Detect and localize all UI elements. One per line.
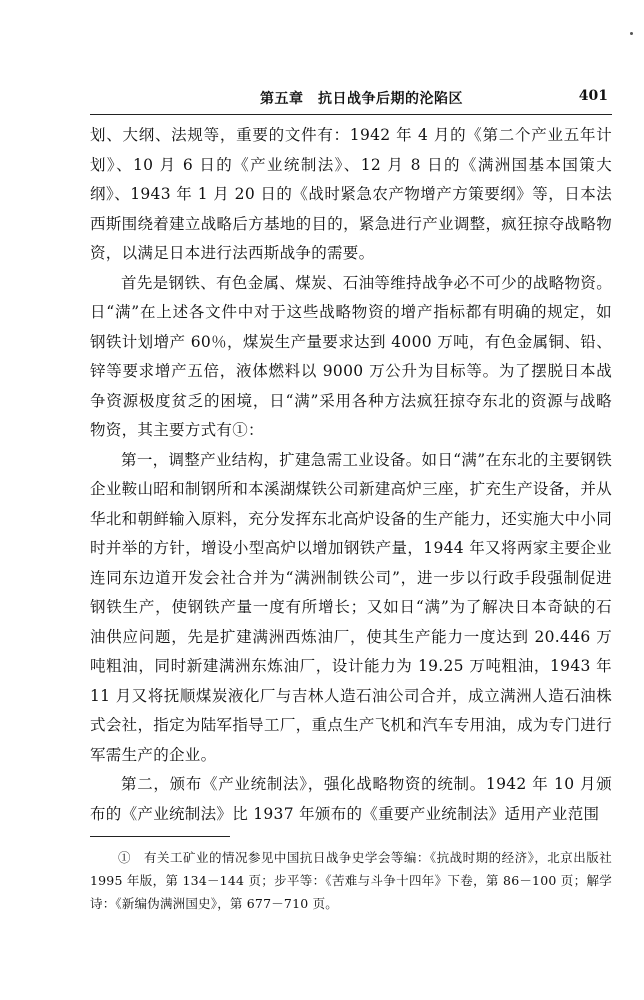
paragraph-continued: 划、大纲、法规等，重要的文件有：1942 年 4 月的《第二个产业五年计划》、10 月 6 日的《产业统制法》、12 月 8 日的《满洲国基本国策大纲》、1943 年 1 月 20 日的《战时紧急农产物增产方策要纲》等，日本法西斯围绕着建立战略后方基地的目的，紧急进行产业调整，疯狂掠夺战略物资，以满足日本进行法西斯战争的需要。 [90, 126, 612, 262]
page-number: 401 [578, 88, 608, 104]
scan-speck [630, 32, 633, 35]
paragraph-strategic-materials: 首先是钢铁、有色金属、煤炭、石油等维持战争必不可少的战略物资。日“满”在上述各文件中对于这些战略物资的增产指标都有明确的规定，如钢铁计划增产 60％，煤炭生产量要求达到 4000 万吨，有色金属铜、铅、锌等要求增产五倍，液体燃料以 9000 万公升为目标等。为了摆脱日本战争资源极度贫乏的困境，日“满”采用各种方法疯狂掠夺东北的资源与战略物资，其主要方式有①： [90, 273, 612, 439]
footnote: ① 有关工矿业的情况参见中国抗日战争史学会等编：《抗战时期的经济》，北京出版社 1995 年版，第 134－144 页；步平等：《苦难与斗争十四年》下卷，第 86－100 页；解学诗：《新编伪满洲国史》，第 677－710 页。 [90, 850, 612, 911]
paragraph-control-law: 第二，颁布《产业统制法》，强化战略物资的统制。1942 年 10 月颁布的《产业统制法》比 1937 年颁布的《重要产业统制法》适用产业范围 [90, 775, 612, 823]
header-rule [90, 114, 612, 115]
paragraph-industrial-restructuring: 第一，调整产业结构，扩建急需工业设备。如日“满”在东北的主要钢铁企业鞍山昭和制钢所和本溪湖煤铁公司新建高炉三座，扩充生产设备，并从华北和朝鲜输入原料，充分发挥东北高炉设备的生产能力，还实施大中小同时并举的方针，增设小型高炉以增加钢铁产量，1944 年又将两家主要企业连同东边道开发会社合并为“满洲制铁公司”，进一步以行政手段强制促进钢铁生产，使钢铁产量一度有所增长；又如日“满”为了解决日本奇缺的石油供应问题，先是扩建满洲西炼油厂，使其生产能力一度达到 20.446 万吨粗油，同时新建满洲东炼油厂，设计能力为 19.25 万吨粗油，1943 年 11 月又将抚顺煤炭液化厂与吉林人造石油公司合并，成立满洲人造石油株式会社，指定为陆军指导工厂，重点生产飞机和汽车专用油，成为专门进行军需生产的企业。 [90, 450, 612, 764]
running-head: 第五章 抗日战争后期的沦陷区 [260, 91, 463, 107]
footnote-rule [90, 836, 230, 837]
page-header [90, 88, 612, 110]
body-text [90, 121, 612, 829]
